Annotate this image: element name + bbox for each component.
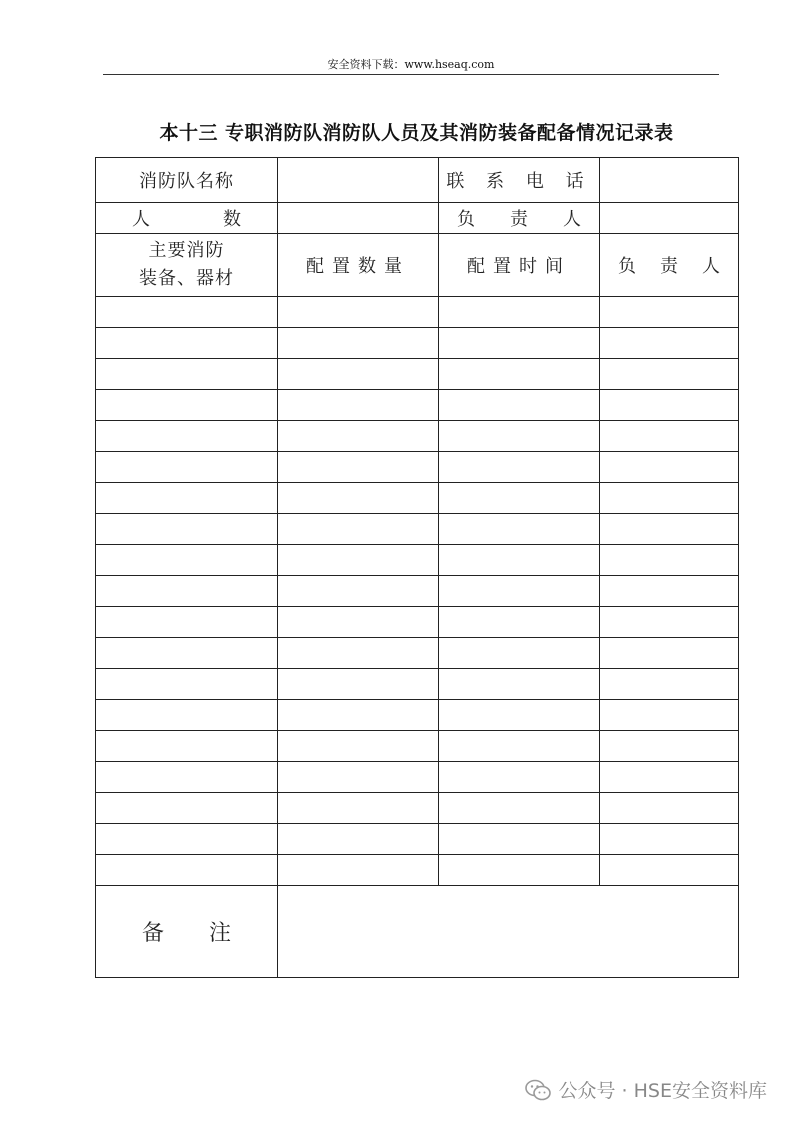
table-row — [96, 452, 739, 483]
table-cell[interactable] — [96, 824, 278, 855]
table-cell[interactable] — [600, 545, 739, 576]
headcount-label: 人 数 — [96, 203, 278, 234]
table-row-team-info — [96, 158, 739, 203]
table-row-count — [96, 203, 739, 234]
page-header — [103, 58, 719, 75]
table-cell[interactable] — [600, 297, 739, 328]
table-cell[interactable] — [278, 700, 439, 731]
table-row — [96, 390, 739, 421]
table-row — [96, 824, 739, 855]
table-cell[interactable] — [600, 855, 739, 886]
table-cell[interactable] — [439, 793, 600, 824]
table-row — [96, 545, 739, 576]
time-header: 配置时间 — [439, 234, 600, 297]
table-cell[interactable] — [439, 576, 600, 607]
table-cell[interactable] — [600, 452, 739, 483]
table-cell[interactable] — [96, 421, 278, 452]
table-cell[interactable] — [600, 514, 739, 545]
table-cell[interactable] — [278, 359, 439, 390]
table-cell[interactable] — [439, 855, 600, 886]
table-cell[interactable] — [278, 793, 439, 824]
remarks-value[interactable] — [278, 886, 739, 978]
table-cell[interactable] — [439, 731, 600, 762]
table-row — [96, 297, 739, 328]
wechat-icon — [525, 1079, 551, 1101]
table-cell[interactable] — [278, 607, 439, 638]
table-row — [96, 700, 739, 731]
phone-label: 联 系 电 话 — [439, 158, 600, 203]
remarks-label: 备 注 — [96, 886, 278, 978]
footer-watermark — [525, 1076, 767, 1103]
table-row — [96, 669, 739, 700]
table-cell[interactable] — [278, 855, 439, 886]
table-cell[interactable] — [439, 607, 600, 638]
table-cell[interactable] — [278, 545, 439, 576]
table-cell[interactable] — [439, 390, 600, 421]
table-cell[interactable] — [439, 669, 600, 700]
equipment-header: 主要消防 装备、器材 — [96, 234, 278, 297]
table-cell[interactable] — [439, 359, 600, 390]
table-cell[interactable] — [600, 421, 739, 452]
phone-value[interactable] — [600, 158, 739, 203]
team-name-value[interactable] — [278, 158, 439, 203]
table-cell[interactable] — [600, 762, 739, 793]
table-row — [96, 638, 739, 669]
table-cell[interactable] — [96, 328, 278, 359]
table-cell[interactable] — [96, 545, 278, 576]
leader-value[interactable] — [600, 203, 739, 234]
table-cell[interactable] — [439, 545, 600, 576]
table-cell[interactable] — [96, 514, 278, 545]
table-cell[interactable] — [278, 669, 439, 700]
table-cell[interactable] — [96, 297, 278, 328]
table-cell[interactable] — [278, 452, 439, 483]
table-cell[interactable] — [600, 700, 739, 731]
team-name-label: 消防队名称 — [96, 158, 278, 203]
table-cell[interactable] — [278, 421, 439, 452]
table-cell[interactable] — [278, 297, 439, 328]
table-cell[interactable] — [96, 762, 278, 793]
table-cell[interactable] — [96, 669, 278, 700]
table-row-remarks — [96, 886, 739, 978]
footer-text: 公众号 · HSE安全资料库 — [558, 1080, 767, 1102]
table-cell[interactable] — [96, 793, 278, 824]
blank-rows — [96, 297, 739, 886]
table-cell[interactable] — [600, 607, 739, 638]
table-row — [96, 514, 739, 545]
table-cell[interactable] — [96, 390, 278, 421]
table-cell[interactable] — [439, 762, 600, 793]
table-cell[interactable] — [439, 483, 600, 514]
header-url[interactable]: www.hseaq.com — [404, 58, 495, 71]
table-row — [96, 359, 739, 390]
table-row — [96, 762, 739, 793]
table-cell[interactable] — [439, 328, 600, 359]
table-cell[interactable] — [600, 359, 739, 390]
table-cell[interactable] — [278, 731, 439, 762]
table-cell[interactable] — [439, 638, 600, 669]
table-cell[interactable] — [96, 731, 278, 762]
table-cell[interactable] — [439, 700, 600, 731]
table-cell[interactable] — [96, 452, 278, 483]
table-cell[interactable] — [600, 669, 739, 700]
table-cell[interactable] — [600, 824, 739, 855]
table-cell[interactable] — [278, 638, 439, 669]
table-cell[interactable] — [278, 824, 439, 855]
table-cell[interactable] — [96, 483, 278, 514]
table-cell[interactable] — [96, 700, 278, 731]
header-prefix: 安全资料下载： — [327, 58, 405, 71]
table-cell[interactable] — [600, 638, 739, 669]
table-cell[interactable] — [278, 576, 439, 607]
table-cell[interactable] — [96, 576, 278, 607]
table-cell[interactable] — [600, 793, 739, 824]
table-row — [96, 793, 739, 824]
table-cell[interactable] — [600, 731, 739, 762]
table-cell[interactable] — [278, 328, 439, 359]
table-cell[interactable] — [96, 359, 278, 390]
headcount-value[interactable] — [278, 203, 439, 234]
person-header: 负 责 人 — [600, 234, 739, 297]
quantity-header: 配置数量 — [278, 234, 439, 297]
table-row — [96, 731, 739, 762]
table-cell[interactable] — [600, 483, 739, 514]
table-cell[interactable] — [439, 824, 600, 855]
table-cell[interactable] — [439, 297, 600, 328]
table-cell[interactable] — [96, 607, 278, 638]
table-cell[interactable] — [600, 576, 739, 607]
table-cell[interactable] — [278, 514, 439, 545]
table-cell[interactable] — [439, 514, 600, 545]
table-row — [96, 421, 739, 452]
document-title: 本十三 专职消防队消防队人员及其消防装备配备情况记录表 — [159, 122, 674, 144]
table-cell[interactable] — [278, 390, 439, 421]
table-cell[interactable] — [96, 638, 278, 669]
table-cell[interactable] — [439, 421, 600, 452]
table-cell[interactable] — [600, 390, 739, 421]
table-cell[interactable] — [439, 452, 600, 483]
table-cell[interactable] — [278, 483, 439, 514]
table-row — [96, 483, 739, 514]
table-row-column-headers — [96, 234, 739, 297]
leader-label: 负 责 人 — [439, 203, 600, 234]
table-cell[interactable] — [278, 762, 439, 793]
table-row — [96, 328, 739, 359]
table-row — [96, 855, 739, 886]
table-row — [96, 576, 739, 607]
record-table — [95, 157, 739, 978]
table-cell[interactable] — [600, 328, 739, 359]
table-row — [96, 607, 739, 638]
table-cell[interactable] — [96, 855, 278, 886]
